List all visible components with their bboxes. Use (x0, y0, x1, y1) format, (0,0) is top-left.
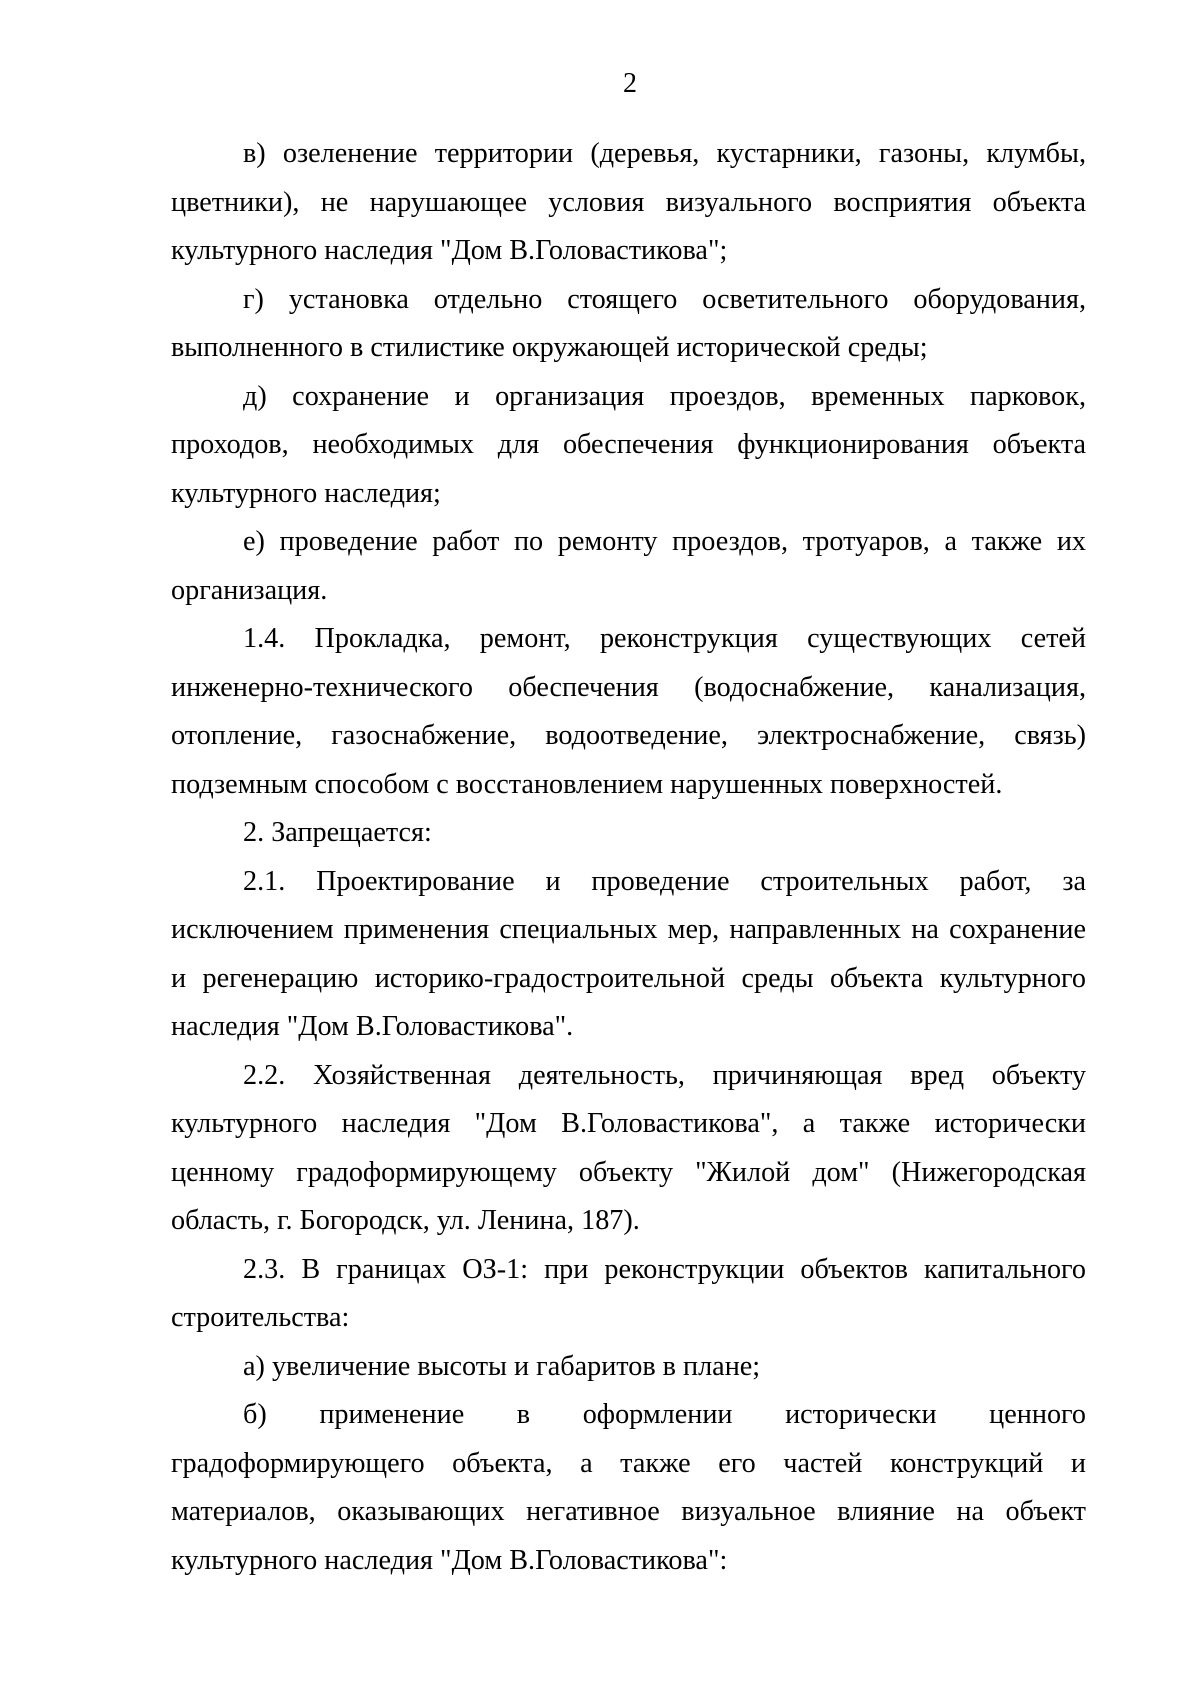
page-number: 2 (623, 68, 637, 99)
paragraph-greening: в) озеленение территории (деревья, кустарники, газоны, клумбы, цветники), не нарушающее условия визуального восприятия объекта культурного наследия "Дом В.Головастикова"; (171, 138, 1086, 266)
paragraph-2-prohibited: 2. Запрещается: (243, 817, 432, 848)
paragraph-lighting: г) установка отдельно стоящего осветительного оборудования, выполненного в стилистике окружающей исторической среды; (171, 283, 1086, 363)
paragraph-2-3-oz1: 2.3. В границах ОЗ-1: при реконструкции объектов капитального строительства: (171, 1253, 1086, 1333)
document-body (171, 130, 1086, 1585)
paragraph-a-height: а) увеличение высоты и габаритов в плане; (243, 1350, 761, 1382)
paragraph-2-1-design: 2.1. Проектирование и проведение строительных работ, за исключением применения специальных мер, направленных на сохранение и регенерацию историко-градостроительной среды объекта культурного наследия "Дом В.Головастикова". (171, 865, 1086, 1042)
paragraph-2-2-economic-activity: 2.2. Хозяйственная деятельность, причиняющая вред объекту культурного наследия "Дом В.Головастикова", а также исторически ценному градоформирующему объекту "Жилой дом" (Нижегородская область, г. Богородск, ул. Ленина, 187). (171, 1059, 1086, 1236)
paragraph-b-materials: б) применение в оформлении исторически ценного градоформирующего объекта, а также его частей конструкций и материалов, оказывающих негативное визуальное влияние на объект культурного наследия "Дом В.Головастикова": (171, 1399, 1086, 1576)
paragraph-repair-works: е) проведение работ по ремонту проездов, тротуаров, а также их организация. (171, 526, 1086, 606)
paragraph-1-4-utilities: 1.4. Прокладка, ремонт, реконструкция существующих сетей инженерно-технического обеспечения (водоснабжение, канализация, отопление, газоснабжение, водоотведение, электроснабжение, связь) подземным способом с восстановлением нарушенных поверхностей. (171, 623, 1086, 800)
paragraph-driveways: д) сохранение и организация проездов, временных парковок, проходов, необходимых для обеспечения функционирования объекта культурного наследия; (171, 380, 1086, 509)
